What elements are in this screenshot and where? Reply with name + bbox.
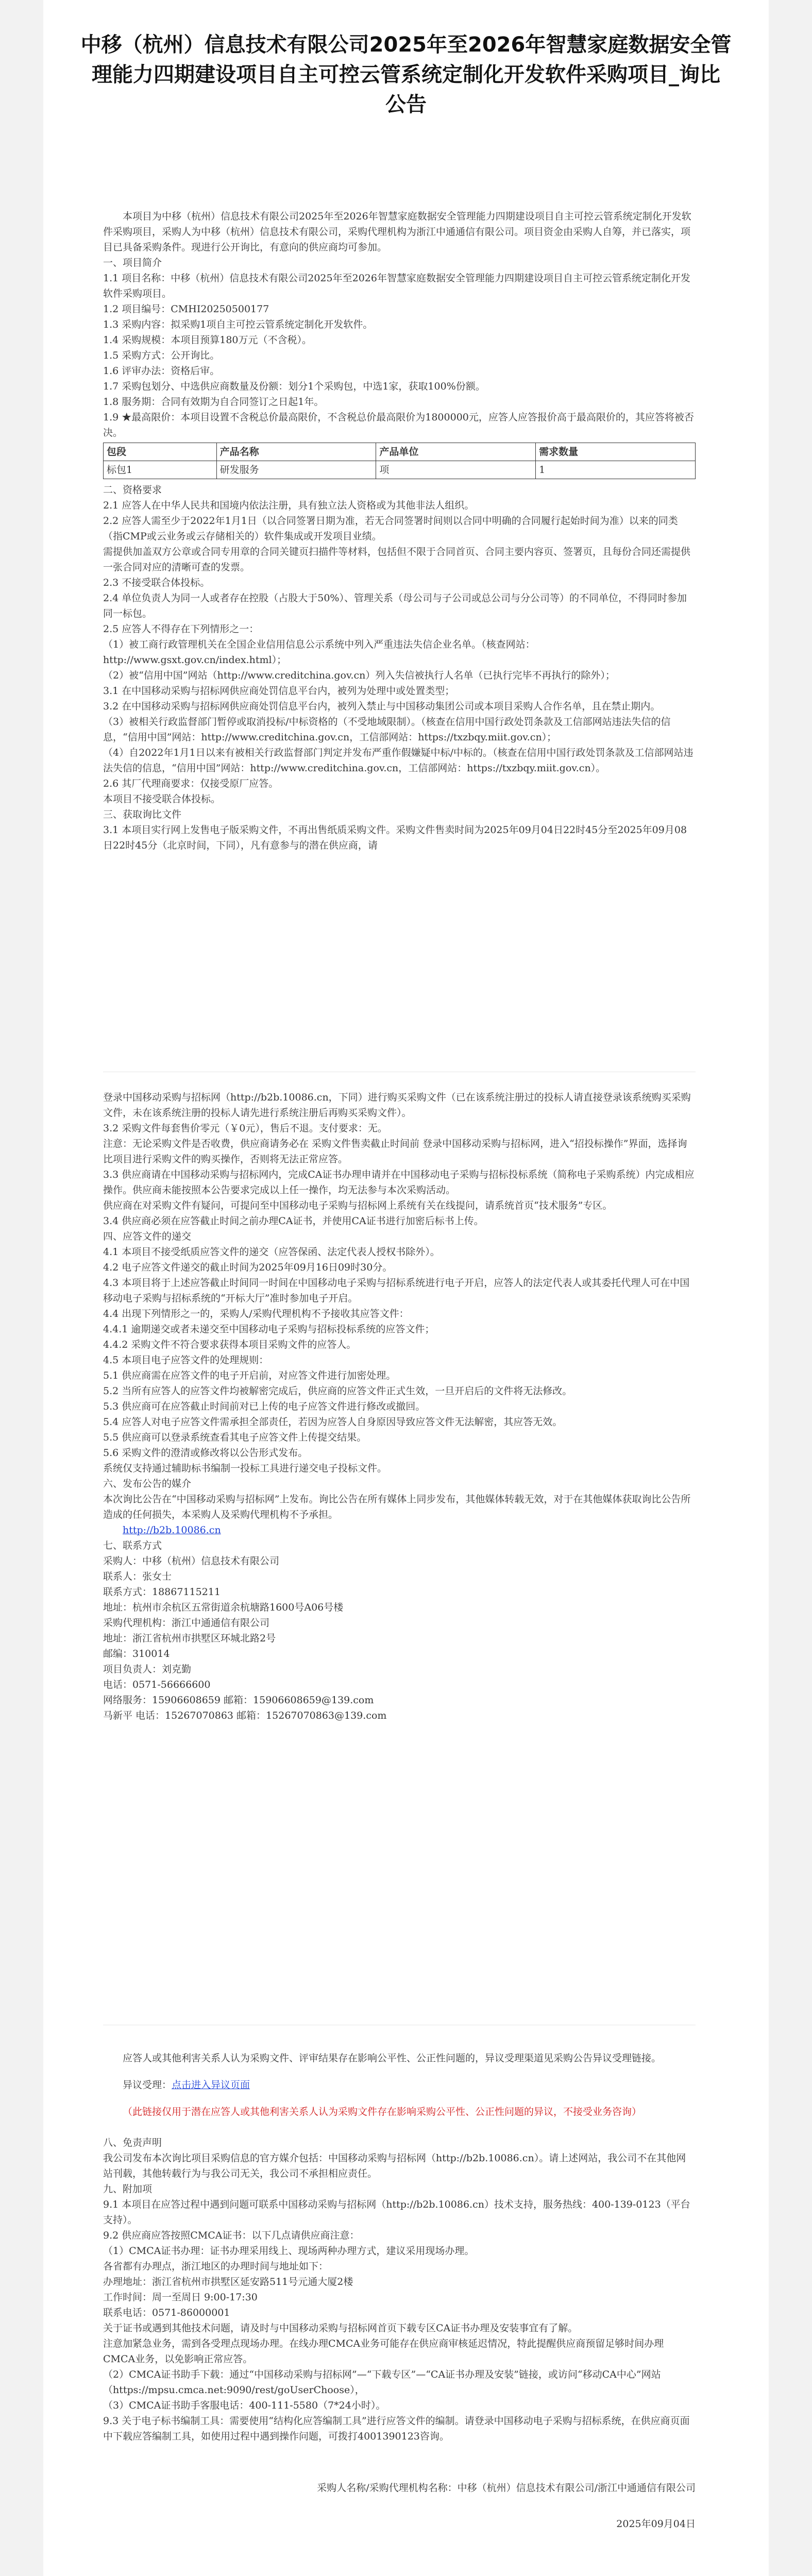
appendix-heading: 九、附加项 bbox=[103, 2183, 153, 2195]
title-line: 理能力四期建设项目自主可控云管系统定制化开发软件采购项目_询比 bbox=[92, 63, 720, 87]
details-item: 3.3 供应商请在中国移动采购与招标网内，完成CA证书办理申请并在中国移动电子采购与招标投标系统（简称电子采购系统）内完成相应操作。供应商未能按照本公告要求完成以上任一操作，均无法参与本次采购活动。 bbox=[103, 1169, 695, 1196]
qual-item: 3.2 在中国移动采购与招标网供应商处罚信息平台内，被列入禁止与中国移动集团公司或本项目采购人合作名单，且在禁止期内。 bbox=[103, 701, 661, 712]
contact-item: 网络服务：15906608659 邮箱：15906608659@139.com bbox=[103, 1694, 374, 1706]
details-item: 4.4 出现下列情形之一的，采购人/采购代理机构不予接收其应答文件： bbox=[103, 1308, 409, 1319]
appendix-item: 9.3 关于电子标书编制工具：需要使用“结构化应答编制工具”进行应答文件的编制。请登录中国移动电子采购与招标系统，在供应商页面中下载应答编制工具，如使用过程中遇到操作问题，可拨打4001390123咨询。 bbox=[103, 2415, 690, 2442]
qual-item: （2）被“信用中国”网站（http://www.creditchina.gov.cn）列入失信被执行人名单（已执行完毕不再执行的除外）； bbox=[103, 670, 615, 681]
appendix-item: 注意加紧急业务，需到各受理点现场办理。在线办理CMCA业务可能存在供应商审核延迟情况，特此提醒供应商预留足够时间办理CMCA业务，以免影响正常应答。 bbox=[103, 2338, 664, 2365]
table-header-row bbox=[104, 443, 696, 461]
title-line: 公告 bbox=[385, 93, 427, 116]
objection-and-appendix bbox=[103, 2050, 696, 2532]
project-overview bbox=[103, 209, 696, 853]
details-item: 5.6 采购文件的澄清或修改将以公告形式发布。 bbox=[103, 1447, 308, 1459]
overview-item: 1.7 采购包划分、中选供应商数量及份额：划分1个采购包，中选1家，获取100%份额。 bbox=[103, 381, 485, 392]
contact-item: 电话：0571-56666600 bbox=[103, 1679, 211, 1690]
details-item: 5.1 供应商需在应答文件的电子开启前，对应答文件进行加密处理。 bbox=[103, 1370, 396, 1381]
details-item: 系统仅支持通过辅助标书编制一投标工具进行递交电子投标文件。 bbox=[103, 1463, 387, 1474]
qual-item: 本项目不接受联合体投标。 bbox=[103, 793, 221, 805]
overview-item: 1.9 ★最高限价：本项目设置不含税总价最高限价，不含税总价最高限价为1800000元，应答人应答报价高于最高限价的，其应答将被否决。 bbox=[103, 412, 694, 438]
contact-item: 马新平 电话：15267070863 邮箱：15267070863@139.com bbox=[103, 1710, 387, 1721]
appendix-item: 联系电话：0571-86000001 bbox=[103, 2307, 230, 2318]
appendix-item: 9.2 供应商应答按照CMCA证书：以下几点请供应商注意： bbox=[103, 2230, 360, 2241]
b2b-link-line bbox=[123, 1522, 696, 1538]
overview-item: 1.1 项目名称：中移（杭州）信息技术有限公司2025年至2026年智慧家庭数据安全管理能力四期建设项目自主可控云管系统定制化开发软件采购项目。 bbox=[103, 273, 690, 299]
details-item: 4.5 本项目电子应答文件的处理规则： bbox=[103, 1354, 269, 1366]
disclaimer-item: 我公司发布本次询比项目采购信息的官方媒介包括：中国移动采购与招标网（http://b2b.10086.cn）。请上述网站，我公司不在其他网站刊载，其他转载行为与我公司无关，我公司不承担相应责任。 bbox=[103, 2153, 686, 2179]
b2b-link[interactable]: http://b2b.10086.cn bbox=[123, 1524, 221, 1536]
docs-heading: 3.1 本项目实行网上发售电子版采购文件，不再出售纸质采购文件。采购文件售卖时间为2025年09月04日22时45分至2025年09月08日22时45分（北京时间，下同），凡有意参与的潜在供应商，请 bbox=[103, 824, 687, 851]
details-item: 5.4 应答人对电子应答文件需承担全部责任，若因为应答人自身原因导致应答文件无法解密，其应答无效。 bbox=[103, 1416, 563, 1428]
table-header-cell: 产品单位 bbox=[376, 443, 536, 461]
table-row bbox=[104, 461, 696, 479]
details-item: 注意：无论采购文件是否收费，供应商请务必在 采购文件售卖截止时间前 登录中国移动采购与招标网，进入“招投标操作”界面，选择询比项目进行采购文件的购买操作，否则将无法正常应答。 bbox=[103, 1138, 687, 1165]
details-item: 登录中国移动采购与招标网（http://b2b.10086.cn，下同）进行购买采购文件（已在该系统注册过的投标人请直接登录该系统购买采购文件，未在该系统注册的投标人请先进行系统注册后再购买采购文件）。 bbox=[103, 1092, 691, 1118]
appendix-item: 关于证书或遇到其他技术问题，请及时与中国移动采购与招标网首页下载专区CA证书办理及安装事宜有了解。 bbox=[103, 2323, 578, 2334]
overview-item: 1.5 采购方式：公开询比。 bbox=[103, 350, 220, 361]
table-cell: 项 bbox=[376, 461, 536, 479]
table-cell: 1 bbox=[536, 461, 696, 479]
overview-item: 1.3 采购内容：拟采购1项自主可控云管系统定制化开发软件。 bbox=[103, 319, 373, 330]
contact-item: 联系方式：18867115211 bbox=[103, 1586, 221, 1598]
signoff-date: 2025年09月04日 bbox=[616, 2518, 696, 2530]
qual-item: 2.4 单位负责人为同一人或者存在控股（占股大于50%）、管理关系（母公司与子公司或总公司与分公司等）的不同单位，不得同时参加同一标包。 bbox=[103, 592, 687, 619]
overview-item: 1.8 服务期：合同有效期为自合同签订之日起1年。 bbox=[103, 396, 324, 408]
qual-item: 三、获取询比文件 bbox=[103, 809, 182, 820]
details-item: 5.2 当所有应答人的应答文件均被解密完成后，供应商的应答文件正式生效，一旦开启后的文件将无法修改。 bbox=[103, 1385, 572, 1397]
disclaimer-heading: 八、免责声明 bbox=[103, 2137, 162, 2148]
qual-item: （4）自2022年1月1日以来有被相关行政监督部门判定并发布严重作假嫌疑中标/中标的。（核查在信用中国行政处罚条款及工信部网站违法失信的信息，“信用中国”网站：http://www.creditchina.gov.cn，工信部网站：https://txzbqy.miit.gov.cn）。 bbox=[103, 747, 693, 774]
qual-item: 2.6 其厂代理商要求：仅接受原厂应答。 bbox=[103, 778, 279, 789]
media-heading: 六、发布公告的媒介 bbox=[103, 1478, 192, 1489]
requirement-table bbox=[103, 443, 696, 479]
details-item: 4.2 电子应答文件递交的截止时间为2025年09月16日09时30分。 bbox=[103, 1262, 393, 1273]
objection-link[interactable]: 点击进入异议页面 bbox=[172, 2079, 250, 2091]
appendix-item: 工作时间：周一至周日 9:00-17:30 bbox=[103, 2292, 258, 2303]
objection-note: （此链接仅用于潜在应答人或其他利害关系人认为采购文件存在影响采购公平性、公正性问题的异议，不接受业务咨询） bbox=[123, 2106, 642, 2117]
appendix-item: 9.1 本项目在应答过程中遇到问题可联系中国移动采购与招标网（http://b2b.10086.cn）技术支持，服务热线：400-139-0123（平台支持）。 bbox=[103, 2199, 690, 2226]
contact-item: 地址：浙江省杭州市拱墅区环城北路2号 bbox=[103, 1633, 276, 1644]
table-header-cell: 包段 bbox=[104, 443, 217, 461]
contact-item: 项目负责人：刘克勤 bbox=[103, 1664, 192, 1675]
details-item: 5.5 供应商可以登录系统查看其电子应答文件上传提交结果。 bbox=[103, 1432, 367, 1443]
details-item: 4.3 本项目将于上述应答截止时间同一时间在中国移动电子采购与招标系统进行电子开启，应答人的法定代表人或其委托代理人可在中国移动电子采购与招标系统的“开标大厅”准时参加电子开启。 bbox=[103, 1277, 690, 1304]
qual-item: （1）被工商行政管理机关在全国企业信用信息公示系统中列入严重违法失信企业名单。（核查网站：http://www.gsxt.gov.cn/index.html）； bbox=[103, 639, 535, 666]
details-item: 5.3 供应商可在应答截止时间前对已上传的电子应答文件进行修改或撤回。 bbox=[103, 1401, 426, 1412]
intro-paragraph: 本项目为中移（杭州）信息技术有限公司2025年至2026年智慧家庭数据安全管理能力四期建设项目自主可控云管系统定制化开发软件采购项目，采购人为中移（杭州）信息技术有限公司，采购代理机构为浙江中通通信有限公司。项目资金由采购人自筹，并已落实，项目已具备采购条件。现进行公开询比，有意向的供应商均可参加。 bbox=[103, 211, 691, 253]
details-item: 本次询比公告在“中国移动采购与招标网”上发布。询比公告在所有媒体上同步发布，其他媒体转载无效，对于在其他媒体获取询比公告所造成的任何损失，本采购人及采购代理机构不予承担。 bbox=[103, 1494, 691, 1520]
submission-heading: 四、应答文件的递交 bbox=[103, 1231, 192, 1242]
qual-heading: 二、资格要求 bbox=[103, 484, 162, 496]
objection-paragraph: 应答人或其他利害关系人认为采购文件、评审结果存在影响公平性、公正性问题的，异议受理渠道见采购公告异议受理链接。 bbox=[123, 2053, 662, 2064]
overview-item: 1.6 评审办法：资格后审。 bbox=[103, 365, 220, 377]
page-title bbox=[52, 30, 760, 120]
qual-item: 2.3 不接受联合体投标。 bbox=[103, 577, 210, 588]
contact-item: 地址：杭州市余杭区五常街道余杭塘路1600号A06号楼 bbox=[103, 1602, 344, 1613]
details-item: 4.1 本项目不接受纸质应答文件的递交（应答保函、法定代表人授权书除外）。 bbox=[103, 1246, 440, 1258]
appendix-item: 各省都有办理点，浙江地区的办理时间与地址如下： bbox=[103, 2261, 329, 2272]
table-cell: 研发服务 bbox=[216, 461, 376, 479]
contact-item: 采购代理机构：浙江中通通信有限公司 bbox=[103, 1617, 270, 1629]
contact-item: 采购人：中移（杭州）信息技术有限公司 bbox=[103, 1555, 280, 1567]
overview-item: 1.2 项目编号：CMHI20250500177 bbox=[103, 303, 269, 315]
details-item: 4.4.2 采购文件不符合要求获得本项目采购文件的应答人。 bbox=[103, 1339, 357, 1350]
objection-label: 异议受理： bbox=[123, 2079, 172, 2091]
qual-item: 3.1 在中国移动采购与招标网供应商处罚信息平台内，被列为处理中或处置类型； bbox=[103, 685, 455, 697]
objection-line bbox=[123, 2077, 696, 2093]
procurement-details bbox=[103, 1090, 696, 1723]
appendix-item: （3）CMCA证书助手客服电话：400-111-5580（7*24小时）。 bbox=[103, 2400, 386, 2411]
details-item: 供应商在对采购文件有疑问，可提问至中国移动电子采购与招标网上系统有关在线提问，请系统首页“技术服务”专区。 bbox=[103, 1200, 613, 1211]
overview-item: 1.4 采购规模：本项目预算180万元（不含税）。 bbox=[103, 334, 312, 346]
overview-heading: 一、项目简介 bbox=[103, 257, 162, 268]
qual-item: 需提供加盖双方公章或合同专用章的合同关键页扫描件等材料，包括但不限于合同首页、合同主要内容页、签署页，且每份合同还需提供一张合同对应的清晰可查的发票。 bbox=[103, 546, 691, 573]
details-item: 3.4 供应商必须在应答截止时间之前办理CA证书，并使用CA证书进行加密后标书上传。 bbox=[103, 1215, 484, 1227]
qual-item: 2.5 应答人不得存在下列情形之一： bbox=[103, 623, 259, 635]
signoff-line: 采购人名称/采购代理机构名称：中移（杭州）信息技术有限公司/浙江中通通信有限公司 bbox=[317, 2482, 696, 2494]
contact-heading: 七、联系方式 bbox=[103, 1540, 162, 1551]
table-cell: 标包1 bbox=[104, 461, 217, 479]
details-item: 3.2 采购文件每套售价零元（￥0元），售后不退。支付要求：无。 bbox=[103, 1123, 387, 1134]
appendix-item: （1）CMCA证书办理：证书办理采用线上、现场两种办理方式，建议采用现场办理。 bbox=[103, 2245, 475, 2257]
contact-item: 联系人：张女士 bbox=[103, 1571, 172, 1582]
qual-item: （3）被相关行政监督部门暂停或取消投标/中标资格的（不受地域限制）。（核查在信用中国行政处罚条款及工信部网站违法失信的信息，“信用中国”网站：http://www.creditchina.gov.cn，工信部网站：https://txzbqy.miit.gov.cn）； bbox=[103, 716, 671, 743]
details-item: 4.4.1 逾期递交或者未递交至中国移动电子采购与招标投标系统的应答文件； bbox=[103, 1324, 435, 1335]
appendix-item: 办理地址：浙江省杭州市拱墅区延安路511号元通大厦2楼 bbox=[103, 2276, 353, 2287]
qual-item: 2.1 应答人在中华人民共和国境内依法注册，具有独立法人资格或为其他非法人组织。 bbox=[103, 500, 475, 511]
appendix-item: （2）CMCA证书助手下载：通过“中国移动采购与招标网”—“下载专区”—“CA证书办理及安装”链接，或访问“移动CA中心”网站（https://mpsu.cmca.net:9090/rest/goUserChoose）， bbox=[103, 2369, 661, 2396]
qual-item: 2.2 应答人需至少于2022年1月1日（以合同签署日期为准，若无合同签署时间则以合同中明确的合同履行起始时间为准）以来的同类（指CMP或云业务或云存储相关的）软件集成或开发项目业绩。 bbox=[103, 515, 678, 542]
table-header-cell: 需求数量 bbox=[536, 443, 696, 461]
title-line: 中移（杭州）信息技术有限公司2025年至2026年智慧家庭数据安全管 bbox=[80, 33, 732, 57]
table-header-cell: 产品名称 bbox=[216, 443, 376, 461]
contact-item: 邮编：310014 bbox=[103, 1648, 170, 1659]
